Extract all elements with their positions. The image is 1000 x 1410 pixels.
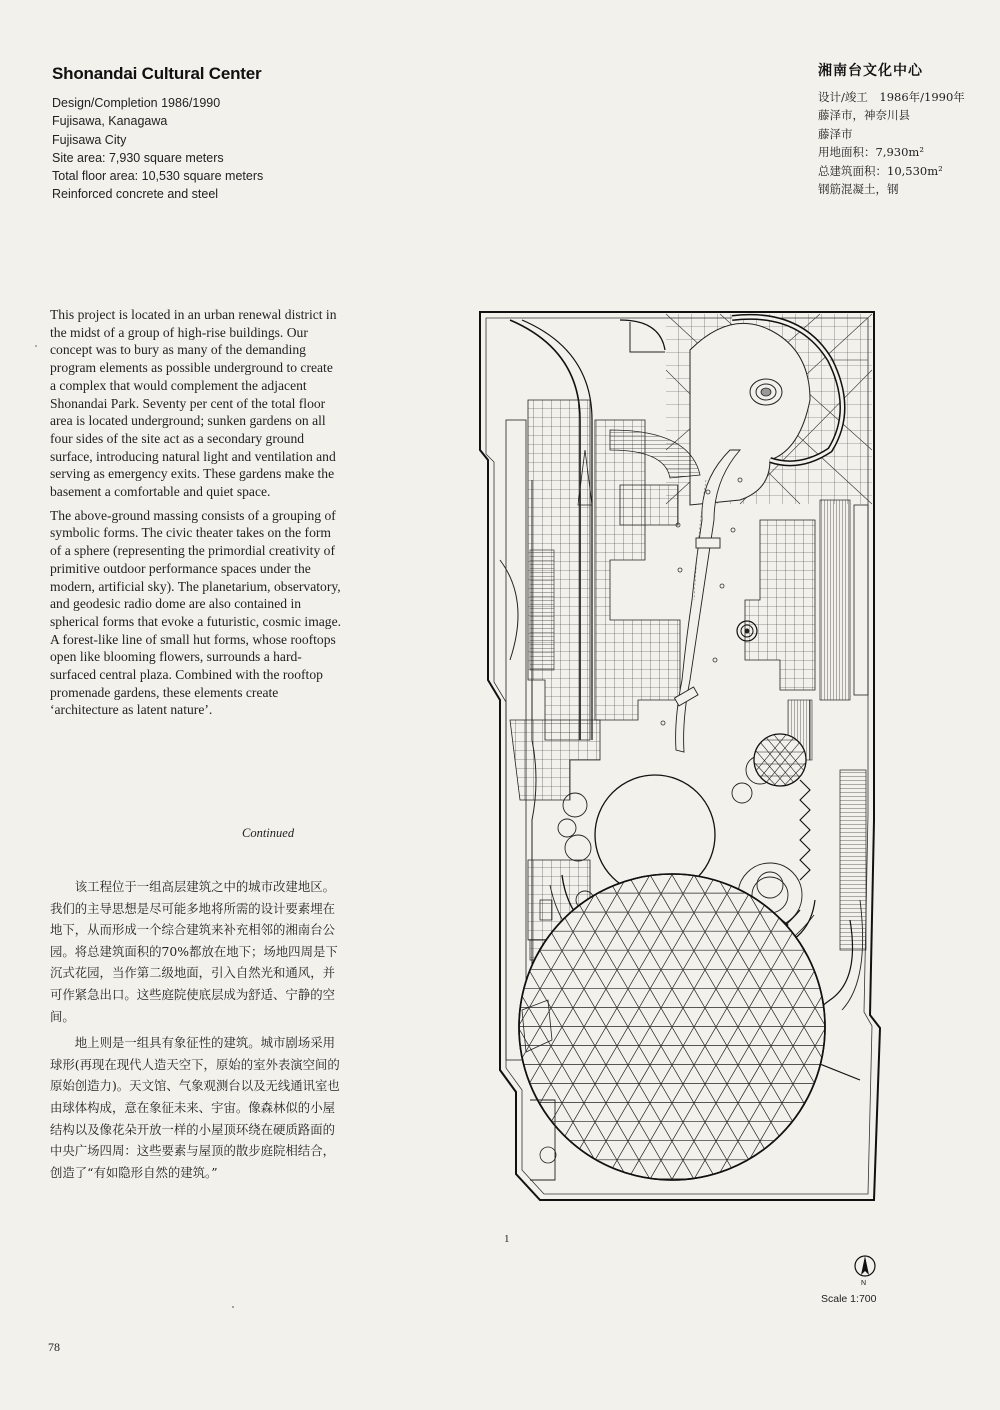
- body-text-en: [50, 306, 342, 725]
- scale-label: Scale 1:700: [821, 1293, 877, 1305]
- spec-line: 用地面积：7,930m²: [818, 145, 924, 160]
- body-text-zh: [50, 876, 342, 1188]
- spec-line: Reinforced concrete and steel: [52, 187, 219, 202]
- paragraph: 该工程位于一组高层建筑之中的城市改建地区。我们的主导思想是尽可能多地将所需的设计要素埋在地下，从而形成一个综合建筑来补充相邻的湘南台公园。将总建筑面积的70%都放在地下；场地四周是下沉式花园，当作第二级地面，引入自然光和通风，并可作紧急出口。这些庭院使底层成为舒适、宁静的空间。: [50, 879, 338, 1024]
- paragraph: This project is located in an urban renewal district in the midst of a group of high-rise buildings. Our concept was to bury as many of the demanding program elements as possible underground to create a complex that would complement the adjacent Shonandai Park. Seventy per cent of the total floor area is located underground; sunken gardens on all four sides of the site act as a secondary ground surface, introducing natural light and ventilation and serving as emergency exits. These gardens make the basement a comfortable and quiet space.: [50, 307, 337, 500]
- spec-line: 藤泽市，神奈川县: [818, 108, 910, 123]
- spec-line: Fujisawa, Kanagawa: [52, 114, 168, 129]
- page-number: 78: [48, 1340, 60, 1354]
- scan-speck: [35, 345, 37, 347]
- paragraph: 地上则是一组具有象征性的建筑。城市剧场采用球形(再现在现代人造天空下，原始的室外表演空间的原始创造力)。天文馆、气象观测台以及无线通讯室也由球体构成，意在象征未来、宇宙。像森林似的小屋结构以及像花朵开放一样的小屋顶环绕在硬质路面的中央广场四周：这些要素与屋顶的散步庭院相结合，创造了“有如隐形自然的建筑。”: [50, 1035, 340, 1180]
- north-label: N: [861, 1280, 867, 1287]
- project-title-en: Shonandai Cultural Center: [52, 64, 262, 83]
- continued-label: Continued: [242, 826, 295, 840]
- paragraph: The above-ground massing consists of a grouping of symbolic forms. The civic theater takes on the form of a sphere (representing the primordial creativity of primitive outdoor performance spaces under the modern, artificial sky). The planetarium, observatory, and geodesic radio dome are also contained in spherical forms that evoke a futuristic, cosmic image. A forest-like line of small hut forms, whose rooftops open like blooming flowers, surrounds a hard-surfaced central plaza. Combined with the rooftop promenade gardens, these elements create ‘architecture as latent nature’.: [50, 507, 342, 718]
- project-specs-zh: [818, 88, 965, 198]
- spec-line: 藤泽市: [818, 126, 853, 141]
- spec-line: Total floor area: 10,530 square meters: [52, 169, 264, 184]
- project-title-zh: 湘南台文化中心: [818, 63, 923, 79]
- site-plan-drawing: [470, 300, 890, 1215]
- spec-line: 钢筋混凝土，钢: [818, 182, 899, 197]
- spec-line: Fujisawa City: [52, 132, 127, 147]
- spec-line: Site area: 7,930 square meters: [52, 150, 224, 165]
- spec-line: 总建筑面积：10,530m²: [818, 163, 943, 178]
- north-arrow-icon: [852, 1253, 878, 1287]
- scan-speck: [232, 1306, 234, 1308]
- figure-number: 1: [504, 1233, 510, 1245]
- spec-line: 设计/竣工 1986年/1990年: [818, 90, 965, 104]
- spec-line: Design/Completion 1986/1990: [52, 96, 221, 110]
- project-specs-en: [52, 94, 263, 204]
